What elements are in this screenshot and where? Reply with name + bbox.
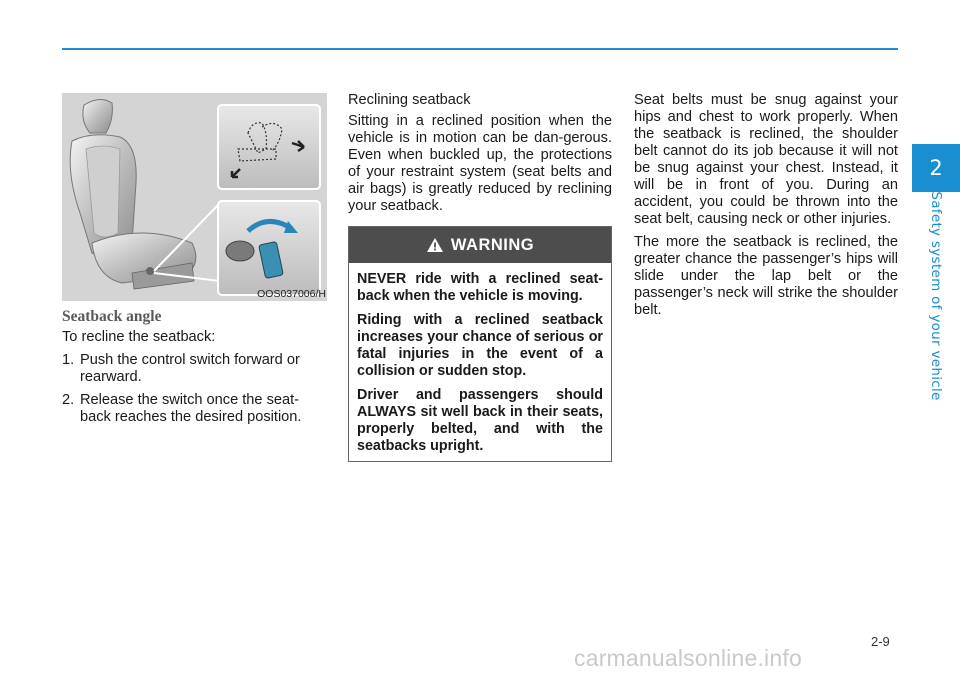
warning-triangle-icon [426, 237, 444, 253]
top-rule [62, 48, 898, 50]
chapter-number: 2 [929, 156, 943, 180]
warning-body [349, 263, 611, 455]
step-number: 2. [62, 392, 75, 408]
warning-box [348, 226, 612, 462]
step-text: Push the control switch forward or rearward. [80, 352, 300, 385]
warning-title: WARNING [450, 235, 535, 254]
body-paragraph: Seat belts must be snug against your hips and chest to work properly. When the seatback is reclined, the shoulder belt cannot do its job because it will not be snug against your chest. Instead, it will be in front of you. During an accident, you could be thrown into the seat belt, causing neck or other injuries. [634, 92, 898, 227]
step-text: Release the switch once the seat-back reaches the desired position. [80, 392, 302, 425]
figure-code: OOS037006/H [257, 288, 326, 300]
reclining-body: Sitting in a reclined position when the vehicle is in motion can be dan-gerous. Even when buckled up, the protections of your restraint system (seat belts and air bags) is greatly reduced by reclining your seatback. [348, 113, 612, 214]
watermark: carmanualsonline.info [574, 645, 802, 671]
warning-paragraph: Driver and passengers should ALWAYS sit well back in their seats, properly belted, and with the seatbacks upright. [357, 387, 603, 454]
chapter-tab [912, 144, 960, 192]
warning-paragraph: NEVER ride with a reclined seat-back when the vehicle is moving. [357, 271, 603, 304]
warning-header [349, 227, 611, 263]
reclining-section [348, 92, 612, 221]
section-intro: To recline the seatback: [62, 329, 216, 345]
seat-illustration [62, 93, 327, 301]
seat-drawing [62, 93, 327, 301]
section-heading: Seatback angle [62, 308, 162, 325]
warning-paragraph: Riding with a reclined seatback increases your chance of serious or fatal injuries in the event of a collision or sudden stop. [357, 312, 603, 379]
list-item [62, 352, 326, 386]
list-item [62, 392, 326, 426]
body-paragraph: The more the seatback is reclined, the greater chance the passenger’s hips will slide under the lap belt or the passenger’s neck will strike the shoulder belt. [634, 234, 898, 318]
seatback-angle-section [62, 308, 326, 432]
right-column [634, 92, 898, 325]
reclining-heading: Reclining seatback [348, 92, 471, 108]
step-number: 1. [62, 352, 75, 368]
chapter-title: Safety system of your vehicle [928, 191, 944, 401]
page-number: 2-9 [871, 634, 890, 649]
